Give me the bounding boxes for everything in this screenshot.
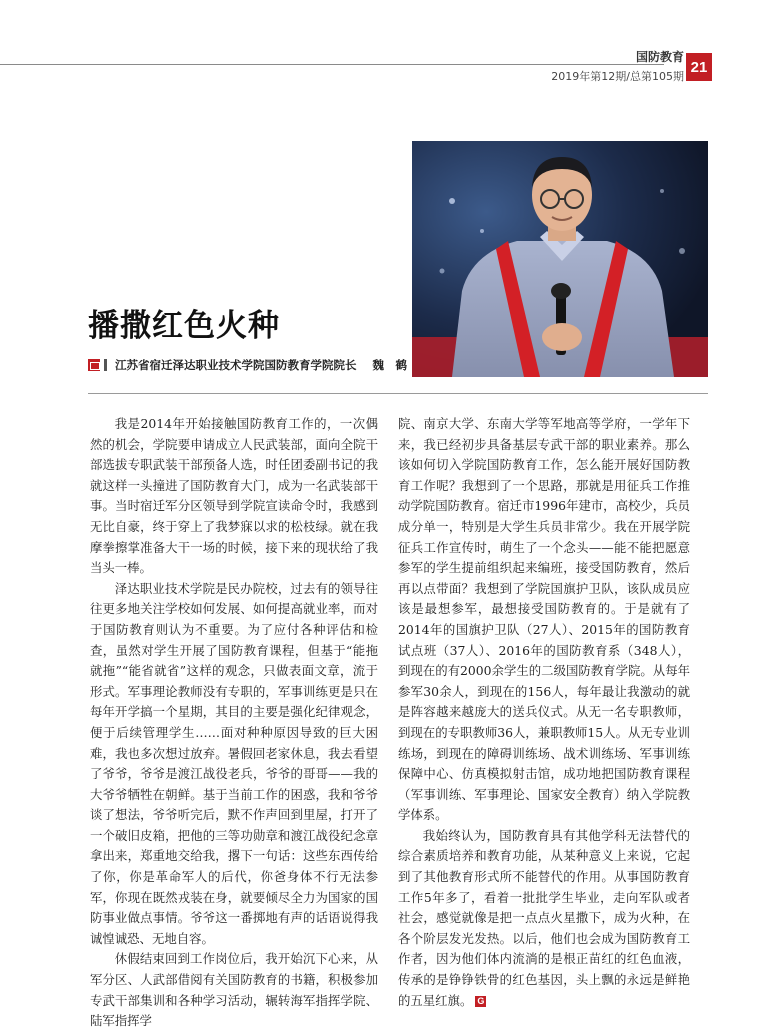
- left-paragraph-1: 我是2014年开始接触国防教育工作的，一次偶然的机会，学院要申请成立人民武装部，面向全院干部选拔专职武装干部预备人选，时任团委副书记的我就这样一头撞进了国防教育大门，成为一名武装部干事。当时宿迁军分区领导到学院宣读命令时，我感到无比自豪，终于穿上了我梦寐以求的松枝绿。就在我摩拳擦掌准备大干一场的时候，接下来的现状给了我当头一棒。: [90, 416, 378, 576]
- right-column: [398, 414, 690, 1011]
- left-paragraph-3: 休假结束回到工作岗位后，我开始沉下心来，从军分区、人武部借阅有关国防教育的书籍，积极参加专武干部集训和各种学习活动，辗转海军指挥学院、陆军指挥学: [90, 951, 378, 1029]
- byline-bar-icon: [104, 359, 107, 371]
- byline-author: 魏 鹤: [372, 358, 407, 372]
- author-photo: [412, 141, 708, 377]
- left-paragraph-2: 泽达职业技术学院是民办院校，过去有的领导往往更多地关注学校如何发展、如何提高就业率，而对于国防教育则认为不重要。为了应付各种评估和检查，虽然对学生开展了国防教育课程，但基于“能拖就拖”“能省就省”这样的观念，只做表面文章，流于形式。军事理论教师没有专职的，军事训练更是只在每年开学搞一个星期，其目的主要是强化纪律观念，便于后续管理学生……面对种种原因导致的巨大困难，我也多次想过放弃。暑假回老家休息，我去看望了爷爷，爷爷是渡江战役老兵，爷爷的哥哥——我的大爷爷牺牲在朝鲜。基于当前工作的困惑，我和爷爷谈了想法，爷爷听完后，默不作声回到里屋，打开了一个破旧皮箱，把他的三等功勋章和渡江战役纪念章拿出来，郑重地交给我，撂下一句话：这些东西传给了你，你是革命军人的后代，你爸身体不行无法参军，你现在既然戎装在身，就要倾尽全力为国家的国防事业做点事情。爷爷这一番掷地有声的话语说得我诚惶诚恐、无地自容。: [90, 580, 378, 946]
- right-paragraph-1: 院、南京大学、东南大学等军地高等学府，一学年下来，我已经初步具备基层专武干部的职业素养。那么该如何切入学院国防教育工作，怎么能开展好国防教育工作呢？我想到了一个思路，那就是用征兵工作推动学院国防教育。宿迁市1996年建市，高校少，兵员成分单一，特别是大学生兵员非常少。我在开展学院征兵工作宣传时，萌生了一个念头——能不能把愿意参军的学生提前组织起来编班，接受国防教育，然后再以点带面？我想到了学院国旗护卫队，该队成员应该是最想参军，最想接受国防教育的。于是就有了2014年的国旗护卫队（27人）、2015年的国防教育试点班（37人）、2016年的国防教育系（348人），到现在的有2000余学生的二级国防教育学院。从每年参军30余人，到现在的156人，每年最让我激动的就是阵容越来越庞大的送兵仪式。从无一名专职教师，到现在的专职教师36人，兼职教师15人。从无专业训练场，到现在的障碍训练场、战术训练场、军事训练保障中心、仿真模拟射击馆，成功地把国防教育课程（军事训练、军事理论、国家安全教育）纳入学院教学体系。: [398, 416, 690, 823]
- right-paragraph-2-text: 我始终认为，国防教育具有其他学科无法替代的综合素质培养和教育功能，从某种意义上来说，它起到了其他教育形式所不能替代的作用。从事国防教育工作5年多了，看着一批批学生毕业，走向军队或者社会，感觉就像是把一点点火星撒下，成为火种，在各个阶层发光发热。以后，他们也会成为国防教育工作者，因为他们体内流淌的是根正苗红的红色血液，传承的是铮铮铁骨的红色基因，头上飘的永远是鲜艳的五星红旗。: [398, 827, 690, 1008]
- byline-document-icon: [88, 359, 100, 371]
- byline: [88, 357, 407, 373]
- left-column: [90, 414, 378, 1032]
- title-divider: [88, 393, 708, 394]
- right-paragraph-2: [398, 826, 690, 1011]
- page-number-badge: 21: [686, 53, 712, 81]
- article-title: 播撒红色火种: [88, 308, 280, 344]
- portrait-photo-icon: [412, 141, 708, 377]
- magazine-name: 国防教育: [635, 50, 684, 64]
- issue-info: 2019年第12期/总第105期: [551, 70, 684, 83]
- byline-organization: 江苏省宿迁泽达职业技术学院国防教育学院院长: [115, 358, 357, 372]
- header-rule: [0, 64, 664, 65]
- end-mark-icon: G: [477, 995, 485, 1006]
